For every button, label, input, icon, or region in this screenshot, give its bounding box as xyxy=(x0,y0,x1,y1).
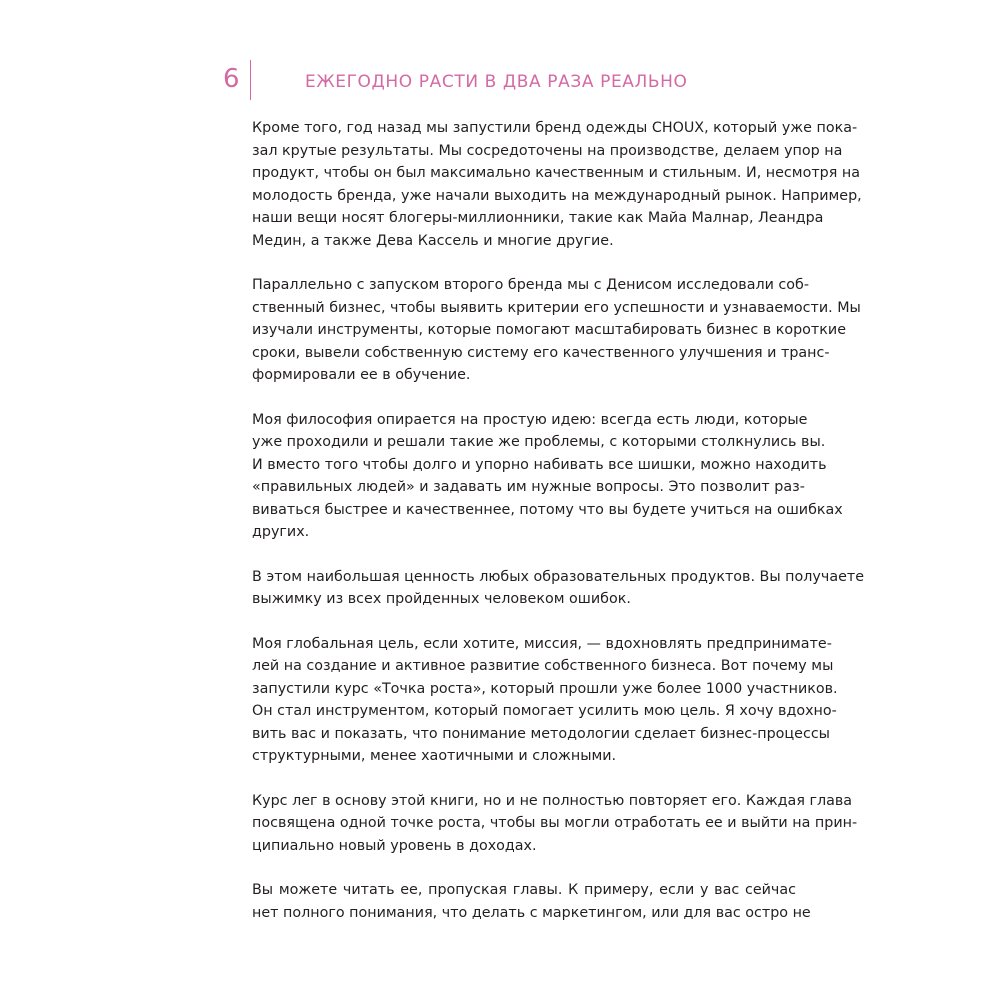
text-line: продукт, чтобы он был максимально качественным и стильным. И, несмотря на xyxy=(252,165,860,181)
text-line: других. xyxy=(252,524,310,540)
text-line: зал крутые результаты. Мы сосредоточены на производстве, делаем упор на xyxy=(252,142,843,159)
text-line: изучали инструменты, которые помогают масштабировать бизнес в короткие xyxy=(252,322,846,338)
text-line: вить вас и показать, что понимание методологии сделает бизнес-процессы xyxy=(252,725,830,742)
text-line: Курс лег в основу этой книги, но и не полностью повторяет его. Каждая глава xyxy=(252,792,853,809)
paragraph xyxy=(252,566,865,611)
paragraph xyxy=(252,633,838,768)
text-line: Кроме того, год назад мы запустили бренд одежды CHOUX, который уже пока- xyxy=(252,120,858,136)
text-line: «правильных людей» и задавать им нужные вопросы. Это позволит раз- xyxy=(252,479,805,495)
text-line: Параллельно с запуском второго бренда мы с Денисом исследовали соб- xyxy=(252,277,810,293)
text-line: Он стал инструментом, который помогает усилить мою цель. Я хочу вдохно- xyxy=(252,703,837,719)
running-title: ЕЖЕГОДНО РАСТИ В ДВА РАЗА РЕАЛЬНО xyxy=(305,72,688,92)
text-line: ственный бизнес, чтобы выявить критерии его успешности и узнаваемости. Мы xyxy=(252,299,861,316)
text-line: уже проходили и решали такие же проблемы, с которыми столкнулись вы. xyxy=(252,434,826,450)
paragraph xyxy=(252,879,811,924)
paragraph xyxy=(252,790,858,858)
text-line: лей на создание и активное развитие собственного бизнеса. Вот почему мы xyxy=(252,658,834,674)
header-divider xyxy=(250,60,251,100)
text-line: нет полного понимания, что делать с маркетингом, или для вас остро не xyxy=(252,904,811,921)
paragraph xyxy=(252,117,862,252)
text-line: структурными, менее хаотичными и сложными. xyxy=(252,748,617,764)
text-line: И вместо того чтобы долго и упорно набивать все шишки, можно находить xyxy=(252,456,827,473)
text-line: Вы можете читать ее, пропуская главы. К примеру, если у вас сейчас xyxy=(252,882,796,898)
text-line: запустили курс «Точка роста», который прошли уже более 1000 участников. xyxy=(252,680,838,697)
page-number: 6 xyxy=(223,64,240,94)
text-line: виваться быстрее и качественнее, потому что вы будете учиться на ошибках xyxy=(252,501,843,518)
paragraph xyxy=(252,409,843,544)
text-line: посвящена одной точке роста, чтобы вы могли отработать ее и выйти на прин- xyxy=(252,815,858,831)
text-line: формировали ее в обучение. xyxy=(252,367,471,383)
page-header xyxy=(218,62,778,102)
text-line: Медин, а также Дева Кассель и многие другие. xyxy=(252,232,614,249)
text-line: выжимку из всех пройденных человеком ошибок. xyxy=(252,591,631,607)
text-line: молодость бренда, уже начали выходить на международный рынок. Например, xyxy=(252,187,862,204)
text-line: наши вещи носят блогеры-миллионники, такие как Майа Малнар, Леандра xyxy=(252,210,824,226)
paragraph xyxy=(252,274,861,387)
text-line: ципиально новый уровень в доходах. xyxy=(252,837,537,854)
text-line: Моя философия опирается на простую идею: всегда есть люди, которые xyxy=(252,411,808,428)
text-line: сроки, вывели собственную систему его качественного улучшения и транс- xyxy=(252,344,830,361)
body-text xyxy=(252,117,865,946)
text-line: В этом наибольшая ценность любых образовательных продуктов. Вы получаете xyxy=(252,568,865,585)
text-line: Моя глобальная цель, если хотите, миссия, — вдохновлять предпринимате- xyxy=(252,635,832,652)
